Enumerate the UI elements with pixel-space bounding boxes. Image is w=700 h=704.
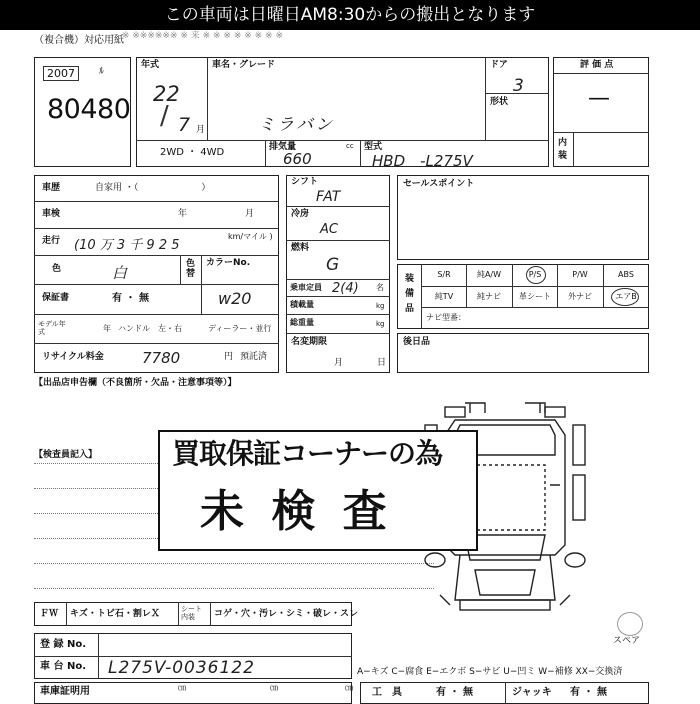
ac-label: 冷房 [291, 209, 310, 219]
equipment-cell: 外ナビ [568, 292, 592, 301]
divider [98, 633, 99, 679]
divider [485, 93, 549, 94]
divider [34, 228, 279, 229]
mileage-unit: km/マイル ) [228, 232, 273, 241]
divider [34, 255, 279, 256]
recycle-value: 7780 [142, 349, 181, 367]
color-value: 白 [112, 264, 128, 282]
divider [178, 602, 179, 626]
color-label: 色 [52, 264, 62, 274]
rename-unit: 月 [334, 358, 344, 368]
fw-label: ＦＷ [40, 609, 59, 619]
lot-year-suffix: ﾙ [99, 66, 104, 77]
form-label: （複合機）対応用紙 [34, 35, 124, 46]
door-value: 3 [513, 76, 524, 96]
sales-point-label: セールスポイント [403, 179, 475, 189]
year-value: 22 [153, 82, 180, 106]
divider [573, 132, 574, 167]
divider [421, 264, 422, 329]
color-change-label: 色替 [186, 259, 196, 279]
pickup-notice-banner: この車両は日曜日AM8:30からの搬出となります [0, 0, 700, 30]
interior-label: 内装 [558, 138, 568, 161]
fuel-label: 燃料 [291, 243, 310, 253]
exhibitor-note-label: 【出品店申告欄（不良箇所・欠品・注意事項等）】 [34, 378, 237, 388]
car-name-label: 車名・グレード [212, 60, 276, 70]
divider [34, 201, 279, 202]
cert-mark-3: ㎝ [345, 683, 353, 692]
divider [286, 240, 390, 241]
inspection-label: 車検 [42, 209, 61, 219]
total-weight-unit: kg [376, 320, 385, 328]
divider [66, 602, 67, 626]
car-name-value: ミラバン [258, 115, 334, 135]
divider [34, 656, 352, 657]
faded-header-text: ー ※ ※※※※※※ ※ 来 ※ ※ ※ ※ ※ ※ ※ ※ [110, 31, 283, 41]
chassis-value: L275V-0036122 [108, 658, 255, 678]
sales-point-box [397, 175, 649, 260]
displacement-unit: cc [346, 142, 354, 150]
total-weight-label: 総重量 [290, 318, 314, 327]
drive-type: 2WD ・ 4WD [160, 147, 225, 158]
equipment-cell: 革シート [519, 292, 551, 301]
divider [34, 343, 279, 344]
equipment-label: 装備品 [405, 274, 415, 314]
fuel-value: G [326, 255, 340, 275]
seat-text: コゲ・穴・汚レ・シミ・破レ・スレ [214, 609, 359, 619]
stamp-box [158, 430, 478, 551]
capacity-value: 2(4) [332, 281, 359, 296]
equipment-cell: P/W [572, 270, 588, 279]
mileage-label: 走行 [42, 236, 61, 246]
seat-label: シート内装 [181, 605, 202, 621]
divider [207, 57, 208, 140]
model-value: HBD -L275V [372, 152, 473, 170]
recycle-unit: 円 [224, 352, 234, 362]
divider [553, 73, 649, 74]
navi-model-label: ナビ型番： [426, 313, 466, 322]
displacement-label: 排気量 [269, 142, 297, 152]
divider [201, 255, 202, 314]
jack-value: 有 ・ 無 [570, 687, 607, 698]
model-label: 型式 [364, 142, 383, 152]
jack-label: ジャッキ [512, 687, 552, 698]
divider [421, 307, 649, 308]
mileage-value: (10 万 3 千 9 2 5 [74, 238, 180, 253]
later-items-box [397, 333, 649, 373]
history-value: 自家用 ・（ ） [95, 183, 211, 193]
history-label: 車歴 [42, 183, 61, 193]
displacement-value: 660 [283, 150, 312, 168]
recycle-label: リサイクル料金 [42, 352, 104, 362]
later-items-label: 後日品 [403, 337, 431, 347]
divider [466, 264, 467, 307]
dotted-line [34, 563, 434, 564]
door-label: ドア [490, 60, 508, 70]
warranty-value: 有 ・ 無 [112, 293, 149, 304]
score-label: 評 価 点 [580, 60, 614, 70]
ps-circle-mark [526, 266, 546, 284]
divider [286, 314, 390, 315]
tool-value: 有 ・ 無 [436, 687, 473, 698]
score-value: — [588, 86, 610, 111]
shift-label: シフト [291, 177, 319, 187]
month-unit: 月 [196, 125, 206, 135]
ac-value: AC [320, 222, 338, 237]
divider [286, 296, 390, 297]
month-value: 7 [178, 114, 191, 136]
handle-label: ハンドル 左・右 [118, 324, 182, 333]
divider [286, 279, 390, 280]
divider [265, 140, 266, 167]
capacity-label: 乗車定員 [290, 283, 322, 292]
lot-box [34, 57, 131, 167]
equipment-cell: 純TV [434, 292, 454, 301]
equipment-cell: S/R [437, 270, 451, 279]
tool-label: 工 具 [372, 687, 402, 698]
divider [421, 286, 649, 287]
lot-year-value: 2007 [47, 67, 75, 80]
divider [505, 682, 506, 704]
divider [553, 132, 649, 133]
lot-year-tag [43, 66, 79, 81]
model-year-unit: 年 [103, 324, 111, 333]
garage-cert-label: 車庫証明用 [40, 686, 90, 697]
warranty-label: 保証書 [42, 293, 70, 303]
inspection-month: 月 [245, 209, 255, 219]
divider [557, 264, 558, 307]
stamp-line-2: 未 検 査 [200, 486, 393, 537]
registration-label: 登 録 No. [40, 639, 87, 650]
divider [512, 264, 513, 307]
rename-label: 名変期限 [291, 337, 328, 347]
divider [603, 264, 604, 307]
stamp-line-1: 買取保証コーナーの為 [172, 437, 443, 470]
cert-mark-2: ㎝ [270, 683, 278, 692]
spare-wheel-icon [617, 612, 643, 636]
spare-label: スペア [613, 636, 641, 646]
capacity-unit: 名 [376, 283, 384, 292]
divider [180, 255, 181, 284]
equipment-cell: P/S [528, 270, 542, 279]
divider [34, 284, 279, 285]
recycle-status: 預託済 [240, 352, 268, 362]
divider [210, 602, 211, 626]
airbag-circle-mark [611, 288, 639, 306]
dotted-line [34, 588, 434, 589]
load-unit: kg [376, 302, 385, 310]
dealer-label: ディーラー・並行 [208, 324, 272, 333]
color-no-label: カラーNo. [206, 258, 251, 268]
equipment-cell: 純A/W [476, 270, 502, 279]
year-label: 年式 [141, 60, 160, 70]
divider [286, 206, 390, 207]
shape-label: 形状 [490, 97, 509, 107]
lot-number: 80480 [47, 94, 131, 125]
equipment-cell: 純ナビ [477, 292, 501, 301]
model-year-label: モデル年式 [38, 320, 66, 336]
divider [34, 314, 279, 315]
equipment-cell: エアB [615, 292, 637, 301]
color-no-value: w20 [218, 289, 252, 308]
rename-day: 日 [377, 358, 387, 368]
fw-text: キズ・トビ石・割レＸ [70, 609, 160, 619]
divider [360, 140, 361, 167]
divider [485, 57, 486, 140]
damage-codes: A−キズ C−腐食 E−エクボ S−サビ U−凹ミ W−補修 XX−交換済 [357, 667, 623, 677]
divider [136, 140, 549, 141]
equipment-cell: ABS [618, 270, 634, 279]
chassis-label: 車 台 No. [40, 661, 87, 672]
inspection-year: 年 [178, 209, 188, 219]
inspector-label: 【検査員記入】 [34, 450, 98, 460]
shift-value: FAT [316, 189, 341, 205]
divider [286, 333, 390, 334]
cert-mark-1: ㎝ [178, 683, 186, 692]
load-label: 積載量 [290, 300, 314, 309]
